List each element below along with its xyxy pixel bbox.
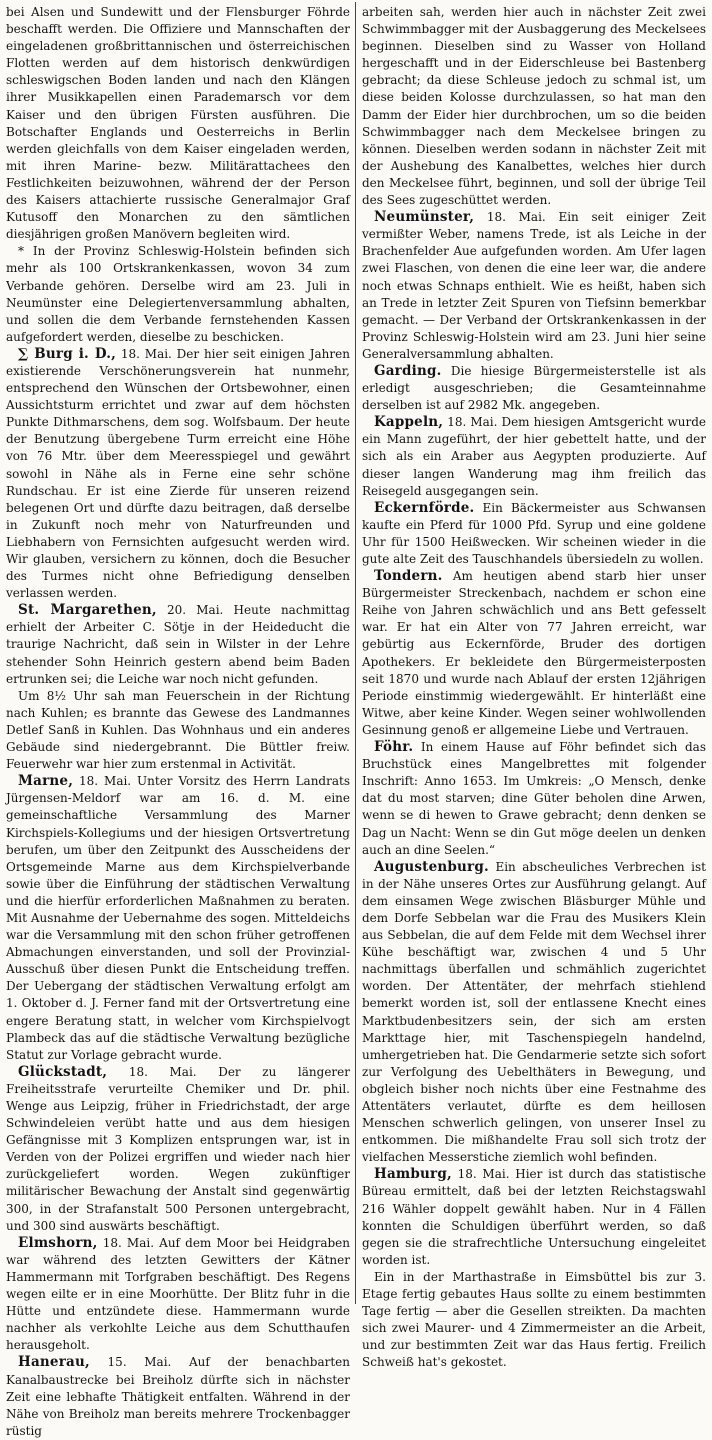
news-item: Hamburg, 18. Mai. Hier ist durch das statistische Büreau ermittelt, daß bei der letzten Reichstagswahl 216 Wähler doppelt gewählt haben. Nur in 4 Fällen konnten die Schuldigen überführt werden, so daß gegen sie die strafrechtliche Untersuchung eingeleitet worden ist. — [362, 1166, 706, 1267]
column-divider — [355, 2, 356, 1304]
news-item: St. Margarethen, 20. Mai. Heute nachmittag erhielt der Arbeiter C. Sötje in der Heideducht die traurige Nachricht, daß sein in Wilster in der Lehre stehender Sohn Heinrich gestern abend beim Baden ertrunken sei; die Leiche war noch nicht gefunden. — [6, 602, 350, 686]
news-dateline: Neumünster, — [374, 209, 475, 226]
news-dateline: Elmshorn, — [18, 1234, 98, 1251]
news-item: Eckernförde. Ein Bäckermeister aus Schwansen kaufte ein Pferd für 1000 Pfd. Syrup und eine goldene Uhr für 1500 Heißwecken. Wir scheinen wieder in die gute alte Zeit des Tauschhandels übersiedeln zu wollen. — [362, 499, 706, 566]
news-item: Augustenburg. Ein abscheuliches Verbrechen ist in der Nähe unseres Ortes zur Ausführung gelangt. Auf dem einsamen Wege zwischen Bläsburger Mühle und dem Dorfe Sebbelan war die Frau des Musikers Klein aus Sebbelan, die auf dem Felde mit dem Wechsel ihrer Kühe beschäftigt war, zwischen 4 und 5 Uhr nachmittags überfallen und schmählich zugerichtet worden. Der Attentäter, der mehrfach stiehlend bemerkt worden ist, soll der entlassene Knecht eines Marktbudenbesitzers sein, der sich am ersten Markttage hier, mit Taschenspiegeln handelnd, umhergetrieben hat. Die Gendarmerie setzte sich sofort zur Verfolgung des Uebelthäters in Bewegung, und obgleich bisher noch nichts über eine Festnahme des Attentäters verlautet, dürfte es dem heillosen Menschen schwerlich gelingen, von unserer Insel zu entkommen. Die mißhandelte Frau soll sich trotz der vielfachen Messerstiche ziemlich wohl befinden. — [362, 858, 706, 1165]
news-item: Elmshorn, 18. Mai. Auf dem Moor bei Heidgraben war während des letzten Gewitters der Kätner Hammermann mit Torfgraben beschäftigt. Des Regens wegen eilte er in eine Moorhütte. Der Blitz fuhr in die Hütte und entzündete diese. Hammermann wurde nachher als verkohlte Leiche aus dem Schutthaufen herausgeholt. — [6, 1234, 350, 1353]
news-item: Tondern. Am heutigen abend starb hier unser Bürgermeister Streckenbach, nachdem er schon eine Reihe von Jahren schwächlich und ans Bett gefesselt war. Er hat ein Alter von 77 Jahren erreicht, war gebürtig aus Eckernförde, Bruder des dortigen Apothekers. Er bekleidete den Bürgermeisterposten seit 1870 und wurde nach Ablauf der ersten 12jährigen Periode einstimmig wiedergewählt. Er hinterläßt eine Witwe, aber keine Kinder. Wegen seiner wohlwollenden Gesinnung genoß er allgemeine Liebe und Vertrauen. — [362, 568, 706, 737]
news-dateline: Glückstadt, — [18, 1063, 108, 1080]
news-dateline: Tondern. — [374, 568, 443, 585]
news-dateline: Kappeln, — [374, 414, 444, 431]
news-dateline: Hamburg, — [374, 1166, 452, 1183]
news-item: Marne, 18. Mai. Unter Vorsitz des Herrn Landrats Jürgensen-Meldorf war am 16. d. M. eine gemeinschaftliche Versammlung des Marner Kirchspiels-Kollegiums und der hiesigen Ortsvertretung berufen, um über den Zeitpunkt des Ausscheidens der Ortsgemeinde Marne aus dem Kirchspielverbande sowie über die Einführung der städtischen Verwaltung und die hierfür erforderlichen Maßnahmen zu beraten. Mit Ausnahme der Uebernahme des sogen. Mitteldeichs war die Versammlung mit den schon früher getroffenen Abmachungen einverstanden, und soll der Provinzial-Ausschuß über diesen Punkt die Entscheidung treffen. Der Uebergang der städtischen Verwaltung erfolgt am 1. Oktober d. J. Ferner fand mit der Ortsvertretung eine engere Beratung statt, in welcher vom Kirchspielvogt Plambeck das auf die städtische Verwaltung bezügliche Statut zur Vorlage gebracht wurde. — [6, 773, 350, 1062]
news-dateline: Hanerau, — [18, 1354, 90, 1371]
news-item: Garding. Die hiesige Bürgermeisterstelle ist als erledigt ausgeschrieben; die Gesamteinnahme derselben ist auf 2982 Mk. angegeben. — [362, 362, 706, 413]
news-item: Hanerau, 15. Mai. Auf der benachbarten Kanalbaustrecke bei Breiholz dürfte sich in nächster Zeit eine lebhafte Thätigkeit entfalten. Während in der Nähe von Breiholz man bereits mehrere Trockenbagger rüstig — [6, 1354, 350, 1438]
article-paragraph: bei Alsen und Sundewitt und der Flensburger Föhrde beschafft werden. Die Offiziere und Mannschaften der eingeladenen großbrittannischen und österreichischen Flotten werden auf dem historisch denkwürdigen schleswigschen Boden landen und nach den Klängen ihrer Musikkapellen einen Parademarsch vor dem Kaiser und den übrigen Fürsten ausführen. Die Botschafter Englands und Oesterreichs in Berlin werden gleichfalls von dem Kaiser eingeladen werden, mit ihren Marine- bezw. Militärattachees den Festlichkeiten beizuwohnen, während der der Person des Kaisers attachierte russische Generalmajor Graf Kutusoff den Monarchen zu den sämtlichen diesjährigen großen Manövern begleiten wird. — [6, 5, 350, 242]
news-item: Neumünster, 18. Mai. Ein seit einiger Zeit vermißter Weber, namens Trede, ist als Leiche in der Brachenfelder Aue aufgefunden worden. Am Ufer lagen zwei Flaschen, von denen die eine leer war, die andere noch etwas Schnaps enthielt. Wie es heißt, haben sich an Trede in letzter Zeit Spuren von Tiefsinn bemerkbar gemacht. — Der Verband der Ortskrankenkassen in der Provinz Schleswig-Holstein wird am 23. Juni hier seine Generalversammlung abhalten. — [362, 209, 706, 361]
news-item: Kappeln, 18. Mai. Dem hiesigen Amtsgericht wurde ein Mann zugeführt, der hier gebettelt hatte, und der sich als ein Araber aus Aegypten produzierte. Auf dieser langen Wanderung mag ihm freilich das Reisegeld ausgegangen sein. — [362, 414, 706, 498]
news-dateline: ∑ Burg i. D., — [18, 345, 117, 362]
news-dateline: St. Margarethen, — [18, 602, 157, 619]
news-dateline: Eckernförde. — [374, 499, 475, 516]
article-paragraph: arbeiten sah, werden hier auch in nächster Zeit zwei Schwimmbagger mit der Ausbaggerung des Meckelsees beginnen. Dieselben sind zu Wasser von Holland hergeschafft und in der Eiderschleuse bei Bastenberg gebracht; da diese Schleuse jedoch zu schmal ist, um diese beiden Kolosse durchzulassen, so hat man den Damm der Eider hier durchbrochen, um so die beiden Schwimmbagger nach dem Meckelsee bringen zu können. Dieselben werden sodann in nächster Zeit mit der Aushebung des Kanalbettes, welches hier durch den Meckelsee führt, beginnen, und soll der übrige Teil des Sees zugeschüttet werden. — [362, 5, 706, 208]
article-paragraph: Um 8½ Uhr sah man Feuerschein in der Richtung nach Kuhlen; es brannte das Gewese des Landmannes Detlef Sanß in Kuhlen. Das Wohnhaus und ein anderes Gebäude sind niedergebrannt. Die Büttler freiw. Feuerwehr war hier zum erstenmal in Activität. — [6, 688, 350, 772]
news-item: Glückstadt, 18. Mai. Der zu längerer Freiheitsstrafe verurteilte Chemiker und Dr. phil. Wenge aus Leipzig, früher in Friedrichstadt, der arge Schwindeleien verübt hatte und aus dem hiesigen Gefängnisse mit 3 Komplizen entsprungen war, ist in Verden von der Polizei ergriffen und wieder nach hier zurückgeliefert worden. Wegen zukünftiger militärischer Bewachung der Anstalt sind gegenwärtig 300, in der Strafanstalt 500 Personen untergebracht, und 300 sind auswärts beschäftigt. — [6, 1063, 350, 1233]
article-paragraph: * In der Provinz Schleswig-Holstein befinden sich mehr als 100 Ortskrankenkassen, wovon 34 zum Verbande gehören. Derselbe wird am 23. Juli in Neumünster eine Delegiertenversammlung abhalten, und sollen die dem Verbande fernstehenden Kassen aufgefordert werden, dieselbe zu beschicken. — [6, 244, 350, 344]
news-dateline: Föhr. — [374, 739, 414, 756]
article-paragraph: Ein in der Marthastraße in Eimsbüttel bis zur 3. Etage fertig gebautes Haus sollte zu einem bestimmten Tage fertig — aber die Gesellen streikten. Da machten sich zwei Maurer- und 4 Zimmermeister an die Arbeit, und zur bestimmten Zeit war das Haus fertig. Freilich Schweiß hat's gekostet. — [362, 1269, 706, 1370]
news-dateline: Augustenburg. — [374, 858, 489, 875]
right-column — [362, 4, 706, 1370]
news-item: ∑ Burg i. D., 18. Mai. Der hier seit einigen Jahren existierende Verschönerungsverein hat nunmehr, entsprechend den Wünschen der Ortsbewohner, einen Aussichtsturm errichtet und zwar auf dem höchsten Punkte Dithmarschens, dem sog. Wolfsbaum. Der heute der Benutzung übergebene Turm erreicht eine Höhe von 76 Mtr. über dem Meeresspiegel und gewährt sowohl in Nähe als in Ferne eine sehr schöne Rundschau. Er ist eine Zierde für unseren reizend belegenen Ort und dürfte dazu beitragen, daß derselbe in Zukunft noch mehr von Naturfreunden und Liebhabern von Fernsichten aufgesucht werden wird. Wir glauben, versichern zu können, doch die Besucher des Turmes nicht ohne Befriedigung denselben verlassen werden. — [6, 345, 350, 601]
news-item: Föhr. In einem Hause auf Föhr befindet sich das Bruchstück eines Mangelbrettes mit folgender Inschrift: Anno 1653. Im Umkreis: „O Mensch, denke dat du most starven; dine Güter beholen dine Arwen, wenn se di hewen to Grawe gebracht; denn denken se Dag un Nacht: Wenn se din Gut möge deelen un denken auch an dine Seelen.“ — [362, 739, 706, 857]
left-column — [6, 4, 350, 1438]
news-dateline: Garding. — [374, 362, 442, 379]
news-dateline: Marne, — [18, 773, 74, 790]
